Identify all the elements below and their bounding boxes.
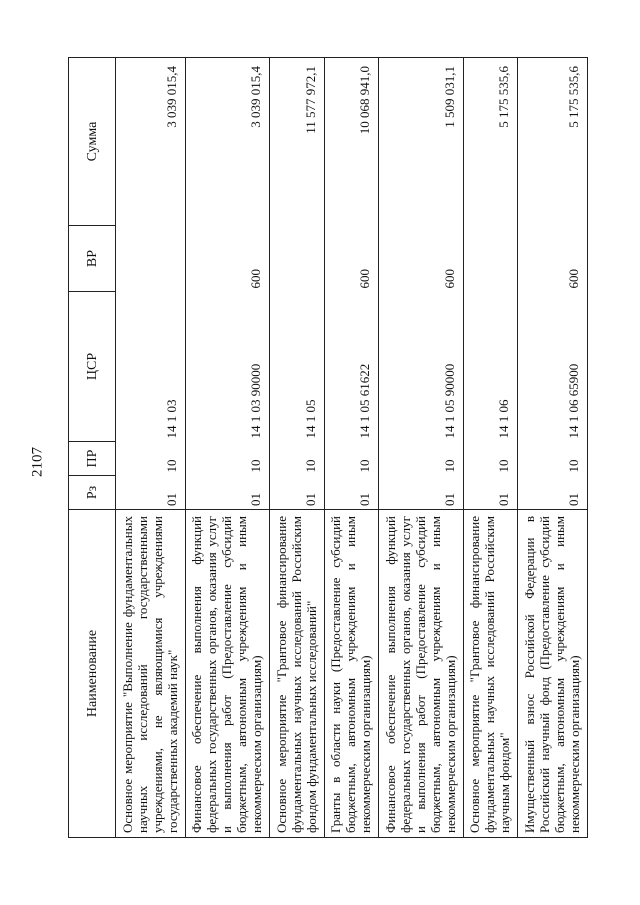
row-vr: 600 — [441, 269, 457, 289]
row-pr: 10 — [566, 459, 581, 473]
row-csr: 14 1 05 — [302, 399, 318, 439]
row-csr: 14 1 06 — [496, 399, 512, 439]
header-csr: ЦСР — [69, 292, 116, 442]
row-csr: 14 1 05 61622 — [357, 363, 373, 439]
row-vr — [116, 226, 186, 292]
row-sum: 11 577 972,1 — [270, 58, 324, 226]
row-vr — [270, 226, 324, 292]
row-pr: 10 — [441, 459, 457, 473]
header-row — [69, 58, 116, 838]
row-rz: 01 — [248, 493, 264, 506]
row-rz: 01 — [302, 493, 318, 506]
header-pr: ПР — [69, 442, 116, 476]
row-rz: 01 — [441, 493, 457, 506]
row-csr: 14 1 06 65900 — [566, 363, 581, 439]
table-row — [270, 58, 324, 838]
row-pr: 10 — [302, 459, 318, 473]
row-csr: 14 1 05 90000 — [441, 363, 457, 439]
table-row — [463, 58, 517, 838]
row-name: Гранты в области науки (Предоставление субсидий бюджетным, автономным учреждениям и иным некоммерческим организациям) — [324, 510, 378, 838]
row-pr: 10 — [163, 459, 179, 473]
table-row — [324, 58, 378, 838]
row-rz: 01 — [357, 493, 373, 506]
table-row — [518, 58, 588, 838]
row-name: Финансовое обеспечение выполнения функций федеральных государственных органов, оказания услуг и выполнения работ (Предоставление субсидий бюджетным, автономным учреждениям и иным некоммерческим организациям) — [379, 510, 464, 838]
row-sum: 1 509 031,1 — [379, 58, 464, 226]
row-vr: 600 — [566, 269, 581, 289]
row-vr: 600 — [248, 269, 264, 289]
page-number-text: 2107 — [29, 447, 46, 477]
row-csr: 14 1 03 90000 — [248, 363, 264, 439]
row-rz: 01 — [496, 493, 512, 506]
row-name: Основное мероприятие "Грантовое финансирование фундаментальных научных исследований Российским научным фондом" — [463, 510, 517, 838]
row-sum: 3 039 015,4 — [116, 58, 186, 226]
row-name: Финансовое обеспечение выполнения функций федеральных государственных органов, оказания услуг и выполнения работ (Предоставление субсидий бюджетным, автономным учреждениям и иным некоммерческим организациям) — [185, 510, 270, 838]
row-rz: 01 — [163, 493, 179, 506]
rotated-table-sheet — [68, 58, 588, 838]
row-sum: 3 039 015,4 — [185, 58, 270, 226]
table-row — [379, 58, 464, 838]
row-sum: 5 175 535,6 — [463, 58, 517, 226]
row-sum: 5 175 535,6 — [518, 58, 588, 226]
row-pr: 10 — [496, 459, 512, 473]
row-pr: 10 — [248, 459, 264, 473]
row-vr — [463, 226, 517, 292]
row-name: Имущественный взнос Российской Федерации в Российский научный фонд (Предоставление субсидий бюджетным, автономным учреждениям и иным некоммерческим организациям) — [518, 510, 588, 838]
row-pr: 10 — [357, 459, 373, 473]
row-vr: 600 — [357, 269, 373, 289]
row-sum: 10 068 941,0 — [324, 58, 378, 226]
header-rz: Рз — [69, 476, 116, 510]
row-rz: 01 — [566, 493, 581, 506]
header-sum: Сумма — [69, 58, 116, 226]
table-row — [116, 58, 186, 838]
table-row — [185, 58, 270, 838]
budget-table — [68, 57, 588, 838]
header-vr: ВР — [69, 226, 116, 292]
row-name: Основное мероприятие "Выполнение фундаментальных научных исследований государственными учреждениями, не являющимися учреждениями государственных академий наук" — [116, 510, 186, 838]
header-name: Наименование — [69, 510, 116, 838]
row-name: Основное мероприятие "Грантовое финансирование фундаментальных научных исследований Российским фондом фундаментальных исследований" — [270, 510, 324, 838]
row-csr: 14 1 03 — [163, 399, 179, 439]
page-number — [28, 442, 48, 482]
